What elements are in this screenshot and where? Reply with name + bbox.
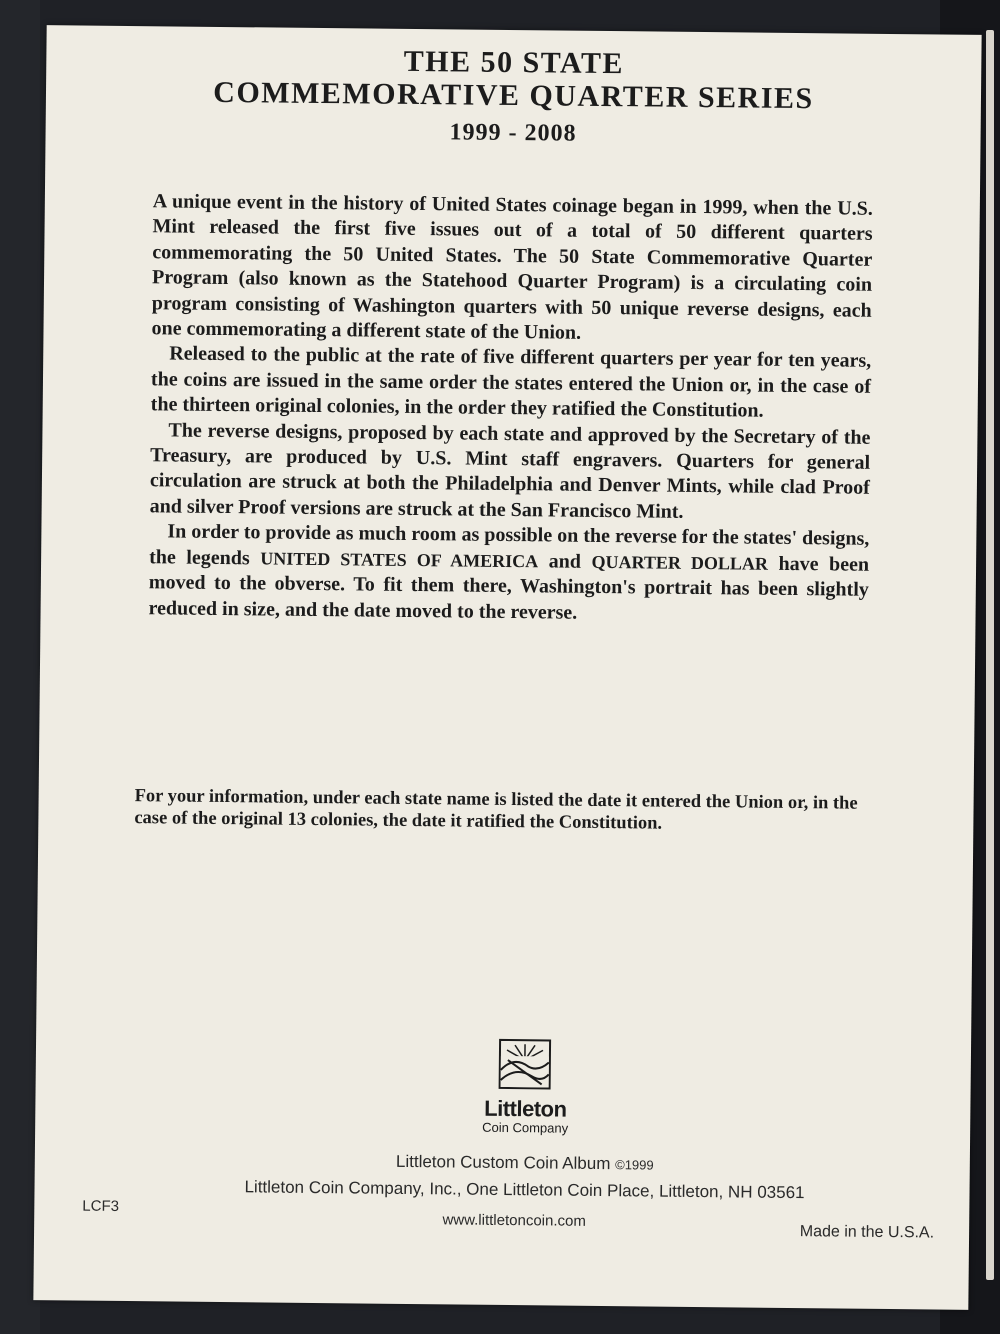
- product-code: LCF3: [82, 1197, 120, 1215]
- background-left: [0, 0, 40, 1334]
- paragraph-2: Released to the public at the rate of five different quarters per year for ten years, the coins are issued in the same order the states entered the Union or, in the case of the thirteen original colonies, in the order they ratified the Constitution.: [150, 342, 872, 422]
- paragraph-1: A unique event in the history of United States coinage began in 1999, when the U.S. Mint released the first five issues out of a total of 50 different quarters commemorating the 50 United States. The 50 State Commemorative Quarter Program (also known as the Statehood Quarter Program) is a circulating coin program consisting of Washington quarters with 50 unique reverse designs, each one commemorating a different state of the Union.: [151, 190, 873, 344]
- paragraph-4-part-a: In order to provide as much room as possible on the reverse for the states' designs, the legends: [149, 520, 870, 570]
- album-name: Littleton Custom Coin Album: [395, 1151, 611, 1174]
- body-text: [148, 189, 872, 628]
- paragraph-4: [148, 520, 869, 629]
- adjacent-page-edge: [986, 30, 994, 1280]
- logo-name: Littleton: [484, 1095, 567, 1122]
- paragraph-3: The reverse designs, proposed by each state and approved by the Secretary of the Treasury, are produced by U.S. Mint staff engravers. Quarters for general circulation are struck at both the Philadelphia and Denver Mints, while clad Proof and silver Proof versions are struck at the San Francisco Mint.: [149, 419, 871, 523]
- title-years: 1999 - 2008: [449, 119, 577, 147]
- legend-united-states: UNITED STATES OF AMERICA: [260, 548, 539, 572]
- logo-subtitle: Coin Company: [482, 1119, 569, 1136]
- made-in-label: Made in the U.S.A.: [799, 1223, 935, 1242]
- title-line-2: COMMEMORATIVE QUARTER SERIES: [213, 75, 814, 116]
- album-page: [33, 25, 981, 1310]
- copyright: ©1999: [615, 1157, 654, 1173]
- info-note: For your information, under each state name is listed the date it entered the Union or, in the case of the original 13 colonies, the date it ratified the Constitution.: [134, 786, 858, 834]
- paragraph-4-part-b: and: [538, 550, 592, 573]
- album-title: [315, 1151, 735, 1175]
- title-line-1: THE 50 STATE: [403, 44, 625, 81]
- website: www.littletoncoin.com: [442, 1211, 586, 1230]
- company-address: Littleton Coin Company, Inc., One Littleton Coin Place, Littleton, NH 03561: [244, 1177, 805, 1203]
- legend-quarter-dollar: QUARTER DOLLAR: [591, 551, 769, 574]
- paragraph-4-part-c: have been moved to the obverse. To fit them there, Washington's portrait has been slightly reduced in size, and the date moved to the reverse.: [148, 552, 870, 624]
- sunrise-hills-logo-icon: [498, 1038, 553, 1091]
